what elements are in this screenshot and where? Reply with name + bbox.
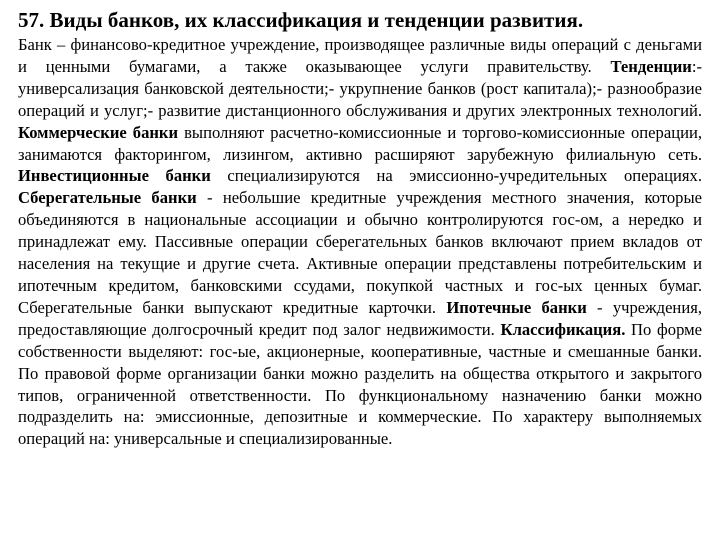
document-body (18, 34, 702, 450)
heading-trends: Тенденции (610, 56, 692, 76)
heading-commercial-banks: Коммерческие банки (18, 122, 179, 142)
heading-savings-banks: Сберегательные банки (18, 188, 197, 208)
body-text-classification: По форме собственности выделяют: гос-ые, акционерные, кооперативные, частные и смешанные банки. По правовой форме организации банки можно разделить на общества открытого и закрытого типов, ограниченной ответственности. По функциональному назначению банки можно подразделить на: эмиссионные, депозитные и коммерческие. По характеру выполняемых операций на: универсальные и специализированные. (18, 319, 702, 449)
heading-mortgage-banks: Ипотечные банки (446, 297, 587, 317)
body-text-commercial: выполняют расчетно-комиссионные и торгово-комиссионные операции, занимаются факторингом, лизингом, активно расширяют зарубежную филиальную сеть. (18, 122, 702, 164)
body-text-mortgage: - учреждения, предоставляющие долгосрочный кредит под залог недвижимости. (18, 297, 702, 339)
body-text-investment: специализируются на эмиссионно-учредительных операциях. (210, 166, 702, 186)
body-text-trends: :- универсализация банковской деятельности;- укрупнение банков (рост капитала);- разнообразие операций и услуг;- развитие дистанционного обслуживания и других электронных технологий. (18, 56, 702, 120)
body-text-savings: - небольшие кредитные учреждения местного значения, которые объединяются в национальные ассоциации и обычно контролируются гос-ом, а нередко и принадлежат ему. Пассивные операции сберегательных банков включают прием вкладов от населения на текущие и другие счета. Активные операции представлены потребительским и ипотечным кредитом, банковскими ссудами, покупкой частных и гос-ых ценных бумаг. Сберегательные банки выпускают кредитные карточки. (18, 188, 702, 317)
heading-investment-banks: Инвестиционные банки (18, 166, 211, 186)
body-text-intro: Банк – финансово-кредитное учреждение, производящее различные виды операций с деньгами и ценными бумагами, а также оказывающее услуги правительству. (18, 35, 702, 76)
heading-classification: Классификация. (500, 319, 626, 339)
document-title: 57. Виды банков, их классификация и тенденции развития. (18, 8, 584, 32)
